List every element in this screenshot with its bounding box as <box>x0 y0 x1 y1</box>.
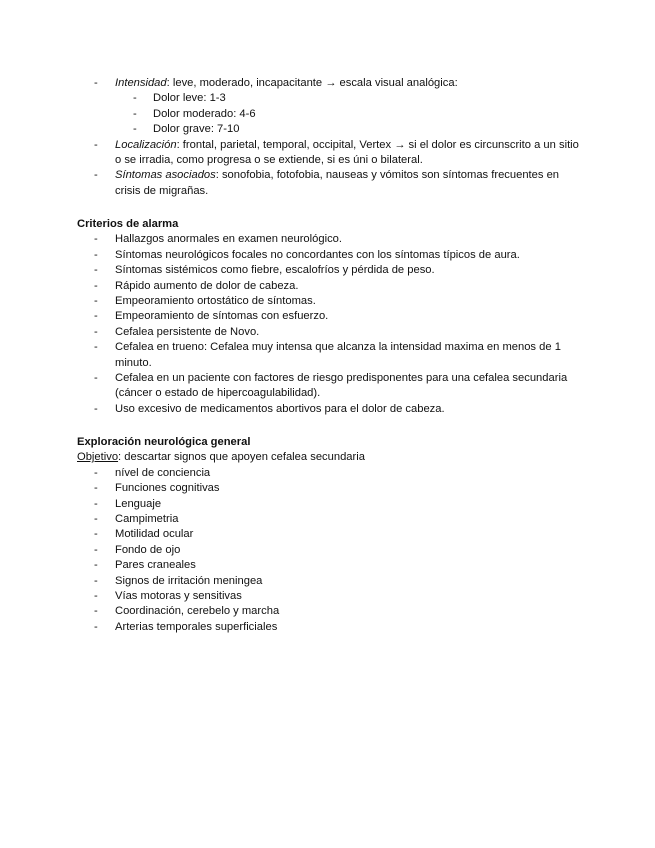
list-item: - Empeoramiento ortostático de síntomas. <box>0 294 655 309</box>
term-localizacion: Localización <box>115 138 177 151</box>
criterios-section <box>0 217 655 417</box>
list-item: - Vías motoras y sensitivas <box>0 589 655 604</box>
list-item: - Cefalea en un paciente con factores de riesgo predisponentes para una cefalea secundaria (cáncer o estado de hipercoagulabilidad). <box>0 371 655 402</box>
exploracion-section <box>0 435 655 635</box>
list-item: - Funciones cognitivas <box>0 481 655 496</box>
characteristics-list <box>0 76 655 199</box>
list-item: - Fondo de ojo <box>0 543 655 558</box>
list-item: - nível de conciencia <box>0 466 655 481</box>
list-item: - Pares craneales <box>0 558 655 573</box>
list-item: - Cefalea persistente de Novo. <box>0 325 655 340</box>
list-item: - Campimetria <box>0 512 655 527</box>
list-item: - Arterias temporales superficiales <box>0 620 655 635</box>
list-item: - Hallazgos anormales en examen neurológico. <box>0 232 655 247</box>
objetivo-label: Objetivo <box>77 451 119 464</box>
list-item: - Coordinación, cerebelo y marcha <box>0 604 655 619</box>
list-item: - Motilidad ocular <box>0 527 655 542</box>
list-item: - Cefalea en trueno: Cefalea muy intensa que alcanza la intensidad maxima en menos de 1 minuto. <box>0 340 655 371</box>
list-item: - Signos de irritación meningea <box>0 574 655 589</box>
list-item-intensidad: - Intensidad: leve, moderado, incapacitante → escala visual analógica: <box>0 76 655 91</box>
sub-item-dolor-grave: - Dolor grave: 7-10 <box>0 122 655 137</box>
term-sintomas-asociados: Síntomas asociados <box>115 169 216 182</box>
list-item: - Uso excesivo de medicamentos abortivos para el dolor de cabeza. <box>0 402 655 417</box>
sub-item-dolor-moderado: - Dolor moderado: 4-6 <box>0 107 655 122</box>
term-intensidad: Intensidad <box>115 77 167 89</box>
list-item-sintomas-asociados: - Síntomas asociados: sonofobia, fotofobia, nauseas y vómitos son síntomas frecuentes en crisis de migrañas. <box>0 168 655 199</box>
list-item: - Rápido aumento de dolor de cabeza. <box>0 279 655 294</box>
section-title-exploracion: Exploración neurológica general <box>77 436 251 448</box>
section-title-criterios: Criterios de alarma <box>77 218 179 230</box>
list-item-localizacion: - Localización: frontal, parietal, temporal, occipital, Vertex → si el dolor es circunscrito a un sitio o se irradia, como progresa o se extiende, si es úni o bilateral. <box>0 138 655 169</box>
list-item: - Síntomas neurológicos focales no concordantes con los síntomas típicos de aura. <box>0 248 655 263</box>
sub-item-dolor-leve: - Dolor leve: 1-3 <box>0 91 655 106</box>
list-item: - Empeoramiento de síntomas con esfuerzo. <box>0 309 655 324</box>
list-item: - Lenguaje <box>0 497 655 512</box>
objetivo-line: Objetivo: descartar signos que apoyen cefalea secundaria <box>77 451 365 464</box>
list-item: - Síntomas sistémicos como fiebre, escalofríos y pérdida de peso. <box>0 263 655 278</box>
